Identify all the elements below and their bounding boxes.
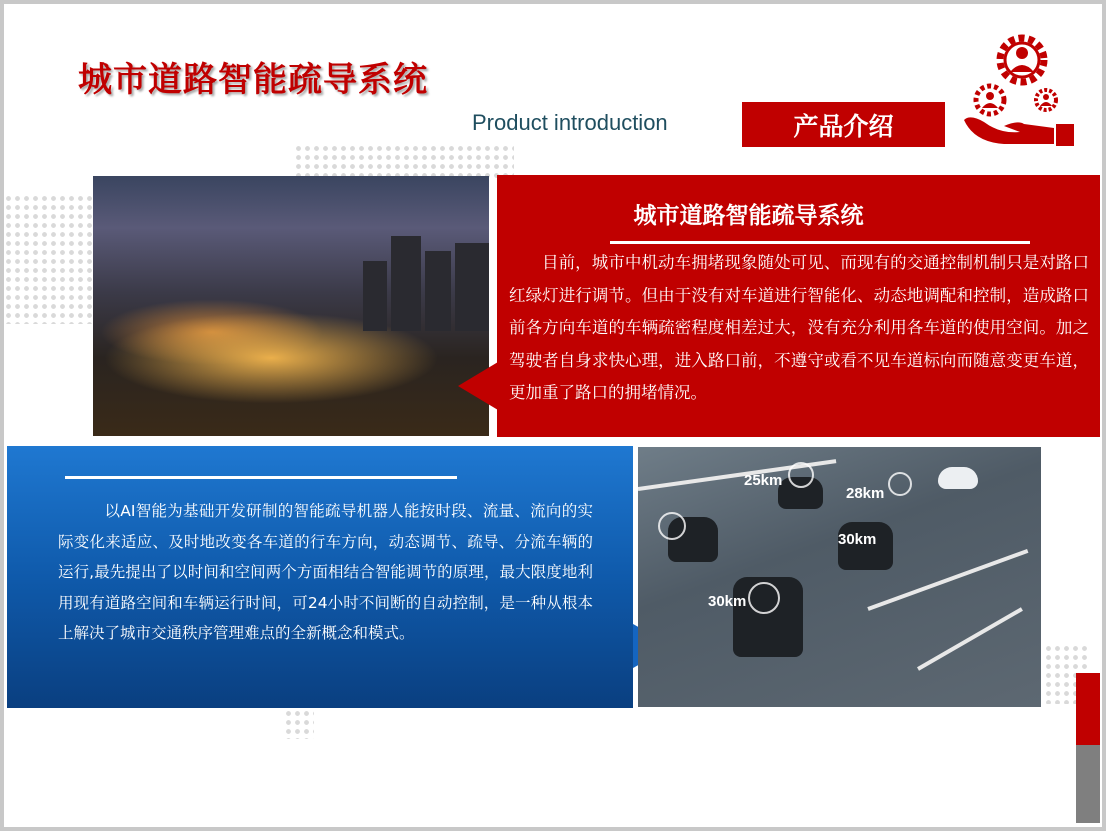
product-intro-tag: 产品介绍	[742, 102, 945, 147]
slide	[4, 4, 1102, 827]
building	[391, 236, 421, 331]
subtitle-english: Product introduction	[472, 110, 668, 135]
building	[363, 261, 387, 331]
divider	[65, 476, 457, 479]
blue-panel-paragraph: 以AI智能为基础开发研制的智能疏导机器人能按时段、流量、流向的实际变化来适应、及时地改变各车道的行车方向，动态调节、疏导、分流车辆的运行,最先提出了以时间和空间两个方面相结合智能调节的原理，最大限度地利用现有道路空间和车辆运行时间，可24小时不间断的自动控制，是一种从根本上解决了城市交通秩序管理难点的全新概念和模式。	[58, 502, 593, 642]
speed-label: 30km	[708, 593, 747, 610]
side-accent-red	[1076, 673, 1100, 745]
blue-info-panel	[7, 446, 633, 708]
hud-ring	[888, 472, 912, 496]
page-title: 城市道路智能疏导系统	[78, 60, 428, 100]
world-map-dots	[284, 709, 314, 739]
hud-ring	[748, 582, 780, 614]
city-interchange-night-photo	[93, 176, 489, 436]
side-accent-gray	[1076, 745, 1100, 823]
speed-label: 28km	[846, 485, 885, 502]
hud-ring	[658, 512, 686, 540]
car	[938, 467, 978, 489]
lane-marking	[917, 607, 1023, 670]
hand-gears-people-icon	[960, 28, 1080, 152]
red-panel-heading: 城市道路智能疏导系统	[633, 203, 864, 229]
speed-label: 30km	[838, 531, 877, 548]
speed-label: 25km	[744, 472, 783, 489]
building	[425, 251, 451, 331]
world-map-dots	[294, 144, 514, 180]
divider	[610, 241, 1030, 244]
red-panel-paragraph: 目前，城市中机动车拥堵现象随处可见、而现有的交通控制机制只是对路口红绿灯进行调节。但由于没有对车道进行智能化、动态地调配和控制，造成路口前各方向车道的车辆疏密程度相差过大，没有充分利用各车道的使用空间。加之驾驶者自身求快心理，进入路口前，不遵守或看不见车道标向而随意变更车道，更加重了路口的拥堵情况。	[509, 253, 1089, 402]
smart-traffic-cars-photo	[638, 447, 1041, 707]
world-map-dots	[4, 194, 94, 324]
building	[455, 243, 489, 331]
red-panel-arrow	[458, 362, 498, 410]
hud-ring	[788, 462, 814, 488]
red-info-panel	[497, 175, 1100, 437]
